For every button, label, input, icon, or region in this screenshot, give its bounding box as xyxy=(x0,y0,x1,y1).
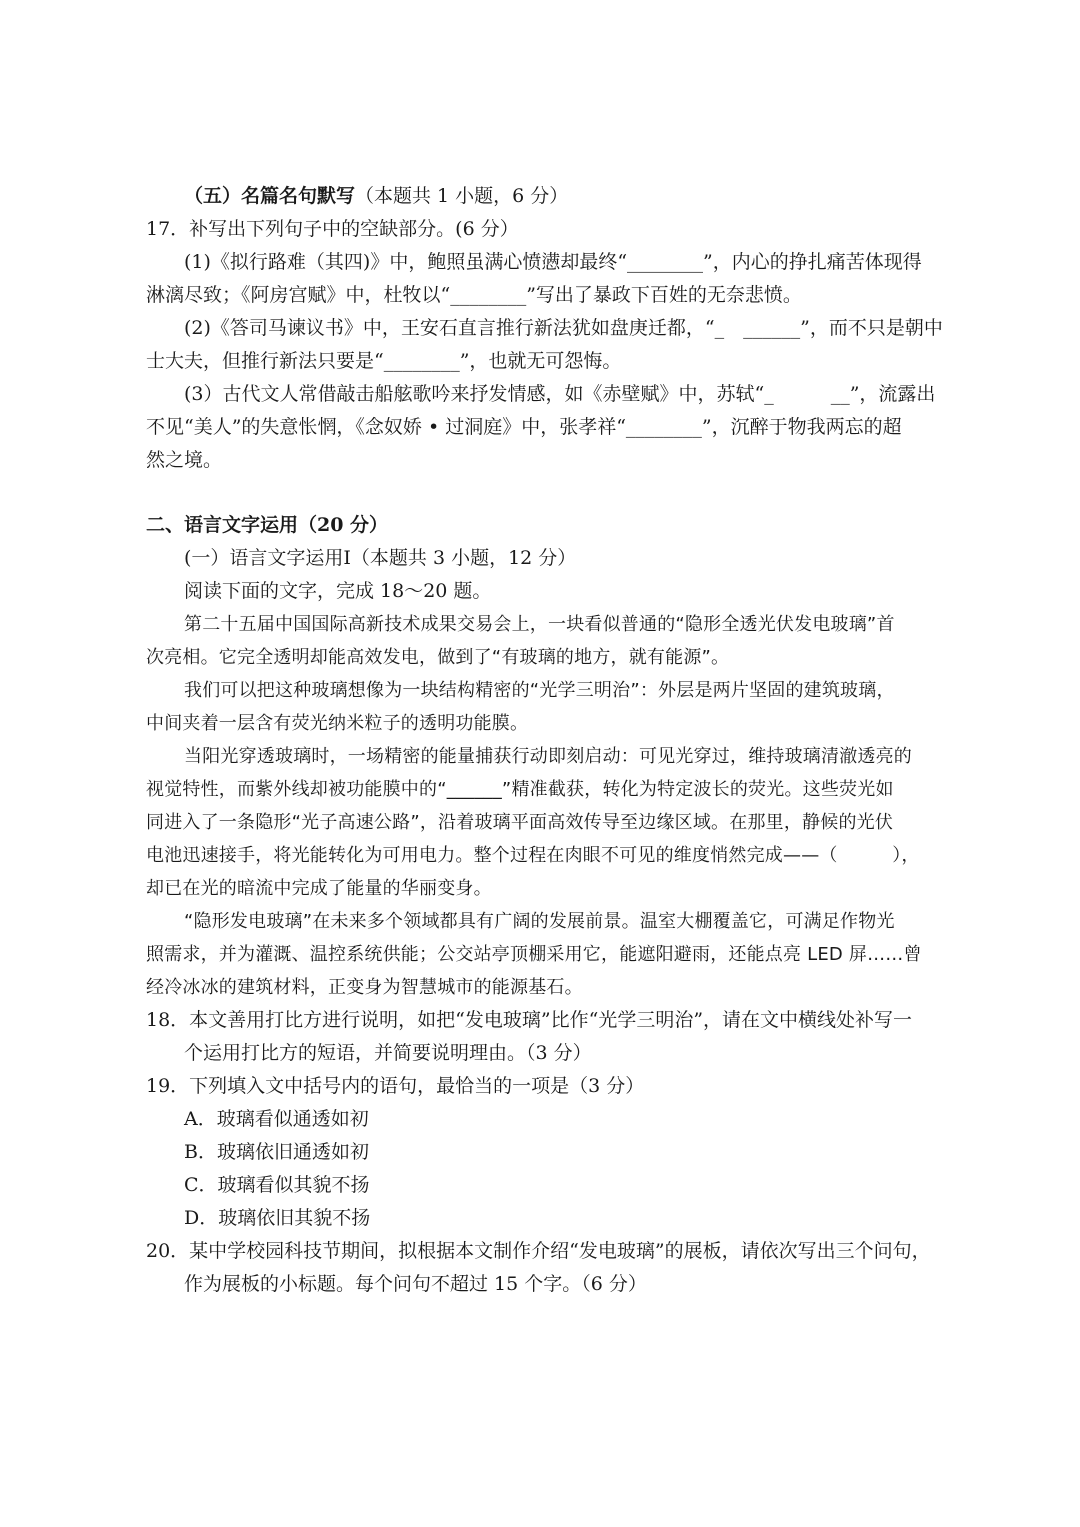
part-two-subheading xyxy=(146,542,928,575)
question-19-option-a: A．玻璃看似通透如初 xyxy=(184,1108,369,1130)
question-17-part-1-line-2: 淋漓尽致；《阿房宫赋》中，杜牧以“________”写出了暴政下百姓的无奈悲愤。 xyxy=(146,284,802,306)
passage-line: 中间夹着一层含有荧光纳米粒子的透明功能膜。 xyxy=(146,713,529,734)
passage-line: 照需求，并为灌溉、温控系统供能；公交站亭顶棚采用它，能遮阳避雨，还能点亮 LED 屏……曾 xyxy=(146,944,922,965)
exam-page xyxy=(146,180,943,1301)
passage-line: 我们可以把这种玻璃想像为一块结构精密的“光学三明治”：外层是两片坚固的建筑玻璃， xyxy=(184,680,895,701)
section-five-title: （五）名篇名句默写 xyxy=(184,185,356,207)
question-17-part-2-line-1: (2)《答司马谏议书》中，王安石直言推行新法犹如盘庚迁都，“_ ______”，而不只是朝中 xyxy=(184,317,943,339)
question-17-stem: 17．补写出下列句子中的空缺部分。(6 分） xyxy=(146,218,519,240)
question-19-option-d: D．玻璃依旧其貌不扬 xyxy=(184,1207,371,1229)
question-19-option-c: C．玻璃看似其貌不扬 xyxy=(184,1174,370,1196)
part-two-title: 二、语言文字运用（20 分） xyxy=(146,514,389,536)
question-18-line-1: 18．本文善用打比方进行说明，如把“发电玻璃”比作“光学三明治”，请在文中横线处补写一 xyxy=(146,1009,913,1031)
passage-line: 却已在光的暗流中完成了能量的华丽变身。 xyxy=(146,878,492,899)
passage-line: 经冷冰冰的建筑材料，正变身为智慧城市的能源基石。 xyxy=(146,977,583,998)
reading-instruction: 阅读下面的文字，完成 18～20 题。 xyxy=(184,580,492,602)
question-18-line-2: 个运用打比方的短语，并简要说明理由。（3 分） xyxy=(184,1042,592,1064)
question-17-part-3-line-3: 然之境。 xyxy=(146,449,223,471)
passage-line: 同进入了一条隐形“光子高速公路”，沿着玻璃平面高效传导至边缘区域。在那里，静候的光伏 xyxy=(146,812,894,833)
passage-line: 当阳光穿透玻璃时，一场精密的能量捕获行动即刻启动：可见光穿过，维持玻璃清澈透亮的 xyxy=(184,746,912,767)
question-19-stem: 19．下列填入文中括号内的语句，最恰当的一项是（3 分） xyxy=(146,1075,645,1097)
passage-line: 视觉特性，而紫外线却被功能膜中的“______”精准截获，转化为特定波长的荧光。这些荧光如 xyxy=(146,779,894,800)
section-five-note: （本题共 1 小题，6 分） xyxy=(355,185,569,207)
question-17-part-2-line-2: 士大夫，但推行新法只要是“________”，也就无可怨悔。 xyxy=(146,350,622,372)
part-two-sub-title: (一）语言文字运用Ⅰ xyxy=(184,547,351,569)
part-two-sub-note: （本题共 3 小题，12 分） xyxy=(350,547,577,569)
passage-line: 第二十五届中国国际高新技术成果交易会上，一块看似普通的“隐形全透光伏发电玻璃”首 xyxy=(184,614,895,635)
question-20-line-1: 20．某中学校园科技节期间，拟根据本文制作介绍“发电玻璃”的展板，请依次写出三个问句， xyxy=(146,1240,931,1262)
question-17-part-3-line-1: (3）古代文人常借敲击船舷歌吟来抒发情感，如《赤壁赋》中，苏轼“_ __”，流露出 xyxy=(184,383,936,405)
passage-line: 电池迅速接手，将光能转化为可用电力。整个过程在肉眼不可见的维度悄然完成——（ ）， xyxy=(146,845,920,866)
question-17-part-1-line-1: (1)《拟行路难（其四)》中，鲍照虽满心愤懑却最终“________”，内心的挣扎痛苦体现得 xyxy=(184,251,922,273)
question-20-line-2: 作为展板的小标题。每个问句不超过 15 个字。（6 分） xyxy=(184,1273,647,1295)
question-19-option-b: B．玻璃依旧通透如初 xyxy=(184,1141,369,1163)
question-17-part-3-line-2: 不见“美人”的失意怅惘，《念奴娇 • 过洞庭》中，张孝祥“________”，沉醉于物我两忘的超 xyxy=(146,416,902,438)
passage-line: 次亮相。它完全透明却能高效发电，做到了“有玻璃的地方，就有能源”。 xyxy=(146,647,730,668)
passage-line: “隐形发电玻璃”在未来多个领域都具有广阔的发展前景。温室大棚覆盖它，可满足作物光 xyxy=(184,911,895,932)
section-five-heading xyxy=(146,180,928,213)
